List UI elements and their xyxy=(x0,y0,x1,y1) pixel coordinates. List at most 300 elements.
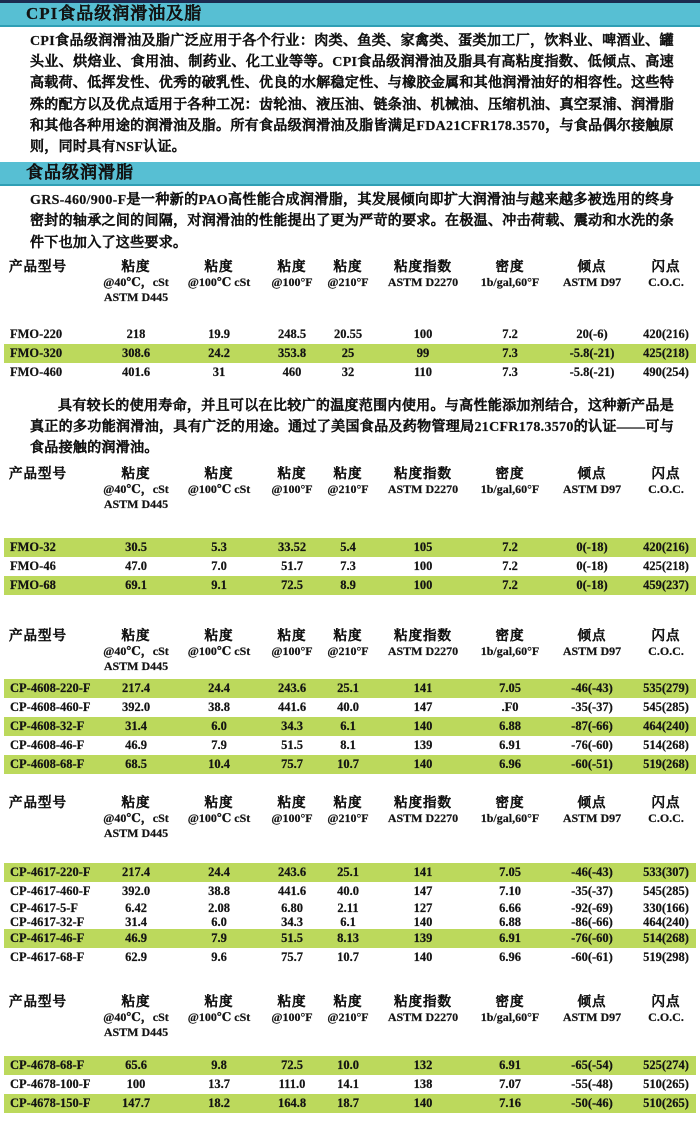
column-header-line: ASTM D2270 xyxy=(387,1010,459,1025)
column-header-line: @100°F xyxy=(271,644,313,659)
cell-viscosity-100c: 31 xyxy=(212,364,226,379)
cell-viscosity-index: 140 xyxy=(413,915,433,930)
column-header-8 xyxy=(636,794,696,841)
cell-flash-point: 510(265) xyxy=(636,1094,696,1113)
cell-density: 6.96 xyxy=(472,755,548,774)
column-header-line: C.O.C. xyxy=(648,811,684,826)
column-header-4 xyxy=(322,794,374,841)
column-header-line: ASTM D445 xyxy=(103,1025,169,1040)
column-header-line: 粘度 xyxy=(204,258,234,274)
cell-viscosity-40c: 62.9 xyxy=(125,950,147,965)
column-header-2 xyxy=(176,794,262,841)
cell-viscosity-100f: 164.8 xyxy=(262,1094,322,1113)
column-header-line: 闪点 xyxy=(651,795,681,811)
column-header-line: @210°F xyxy=(327,274,369,289)
cell-density: 7.3 xyxy=(502,364,518,379)
column-header-line: 粘度指数 xyxy=(394,466,452,482)
table-header-row xyxy=(4,258,696,305)
column-header-line: 粘度 xyxy=(277,466,307,482)
spec-table-slot-cp4678 xyxy=(0,993,700,1113)
cell-viscosity-100f: 33.52 xyxy=(262,538,322,557)
cell-pour-point: 0(-18) xyxy=(548,538,636,557)
column-header-line: 1b/gal,60°F xyxy=(480,1010,540,1025)
cell-viscosity-40c: 68.5 xyxy=(96,755,176,774)
cell-density: 7.3 xyxy=(472,344,548,363)
cell-flash-point: 519(268) xyxy=(636,755,696,774)
cell-viscosity-100c: 9.1 xyxy=(176,576,262,595)
cell-viscosity-210f: 18.7 xyxy=(322,1094,374,1113)
cell-pour-point: -5.8(-21) xyxy=(569,364,615,379)
column-header-line: @100°F xyxy=(271,274,313,289)
cell-viscosity-100c: 2.08 xyxy=(208,901,230,916)
cell-flash-point: 525(274) xyxy=(636,1056,696,1075)
cell-viscosity-100f: 51.5 xyxy=(262,929,322,948)
column-header-2 xyxy=(176,627,262,674)
cell-viscosity-40c: 147.7 xyxy=(96,1094,176,1113)
column-header-line: 粘度 xyxy=(333,795,363,811)
column-header-line: 粘度 xyxy=(333,628,363,644)
table-row xyxy=(4,1056,696,1075)
cell-viscosity-100f: 75.7 xyxy=(262,755,322,774)
cell-viscosity-100c: 18.2 xyxy=(176,1094,262,1113)
cell-viscosity-40c: 401.6 xyxy=(121,364,151,379)
cell-viscosity-100f: 51.7 xyxy=(281,559,303,574)
cell-flash-point: 533(307) xyxy=(636,863,696,882)
cell-viscosity-index: 141 xyxy=(374,679,472,698)
cell-density: .F0 xyxy=(501,700,519,715)
column-header-7 xyxy=(548,627,636,674)
cell-density: 6.88 xyxy=(499,915,521,930)
table-row xyxy=(4,736,696,755)
column-header-line: 粘度 xyxy=(333,994,363,1010)
column-header-2 xyxy=(176,258,262,305)
column-header-line: 闪点 xyxy=(651,994,681,1010)
product-model: CP-4608-220-F xyxy=(4,679,96,698)
column-header-8 xyxy=(636,465,696,512)
table-row xyxy=(4,698,696,717)
cell-viscosity-210f: 32 xyxy=(341,364,355,379)
spec-table-0 xyxy=(4,258,696,382)
column-header-line: @100°F xyxy=(271,482,313,497)
column-header-line: ASTM D2270 xyxy=(387,482,459,497)
column-header-line: 闪点 xyxy=(651,466,681,482)
cell-pour-point: -50(-46) xyxy=(548,1094,636,1113)
cell-viscosity-100c: 9.6 xyxy=(211,950,227,965)
column-header-line: ASTM D445 xyxy=(103,289,169,304)
cell-flash-point: 425(218) xyxy=(643,559,689,574)
table-row xyxy=(4,344,696,363)
column-header-5 xyxy=(374,993,472,1040)
cell-density: 7.10 xyxy=(499,884,521,899)
spec-table-slot-fmo-heavy xyxy=(0,258,700,382)
cell-viscosity-100c: 6.0 xyxy=(176,717,262,736)
column-header-line: 产品型号 xyxy=(9,994,67,1010)
column-header-line: 粘度 xyxy=(121,628,151,644)
cell-viscosity-100f: 460 xyxy=(282,364,302,379)
cell-viscosity-100f: 441.6 xyxy=(277,700,307,715)
cell-viscosity-210f: 10.7 xyxy=(337,950,359,965)
cell-viscosity-100f: 75.7 xyxy=(281,950,303,965)
cell-viscosity-210f: 10.7 xyxy=(322,755,374,774)
cell-pour-point: -87(-66) xyxy=(548,717,636,736)
column-header-5 xyxy=(374,465,472,512)
column-header-3 xyxy=(262,258,322,305)
column-header-8 xyxy=(636,258,696,305)
cell-viscosity-100f: 34.3 xyxy=(281,915,303,930)
cell-viscosity-40c: 47.0 xyxy=(125,559,147,574)
column-header-7 xyxy=(548,794,636,841)
column-header-line: @40℃，cSt xyxy=(103,811,169,826)
cell-pour-point: -86(-66) xyxy=(571,915,613,930)
column-header-2 xyxy=(176,993,262,1040)
cell-density: 6.91 xyxy=(499,738,521,753)
cell-viscosity-40c: 65.6 xyxy=(96,1056,176,1075)
spec-table-1 xyxy=(4,465,696,595)
table-row xyxy=(4,557,696,576)
cell-viscosity-100f: 72.5 xyxy=(262,1056,322,1075)
cell-viscosity-index: 139 xyxy=(374,929,472,948)
cell-viscosity-100c: 9.8 xyxy=(176,1056,262,1075)
product-model: FMO-460 xyxy=(10,364,63,379)
product-model: CP-4678-68-F xyxy=(4,1056,96,1075)
table-row xyxy=(4,538,696,557)
product-model: CP-4617-5-F xyxy=(10,901,79,916)
cell-viscosity-40c: 218 xyxy=(126,326,146,341)
cell-pour-point: -65(-54) xyxy=(548,1056,636,1075)
column-header-line: 粘度 xyxy=(277,994,307,1010)
spec-table-slot-fmo-light xyxy=(0,465,700,595)
cell-density: 6.88 xyxy=(472,717,548,736)
cell-flash-point: 420(216) xyxy=(636,538,696,557)
product-model: CP-4678-100-F xyxy=(10,1077,91,1092)
product-model: FMO-46 xyxy=(10,559,56,574)
column-header-line: 粘度 xyxy=(277,795,307,811)
spec-table-4 xyxy=(4,993,696,1113)
cell-viscosity-210f: 14.1 xyxy=(337,1077,359,1092)
column-header-6 xyxy=(472,465,548,512)
column-header-line: 粘度 xyxy=(121,258,151,274)
column-header-0 xyxy=(4,794,96,841)
cell-viscosity-index: 105 xyxy=(374,538,472,557)
cell-viscosity-210f: 25.1 xyxy=(322,679,374,698)
cell-flash-point: 535(279) xyxy=(636,679,696,698)
cell-flash-point: 514(268) xyxy=(636,929,696,948)
cell-viscosity-index: 140 xyxy=(413,950,433,965)
cell-viscosity-index: 147 xyxy=(413,884,433,899)
cell-flash-point: 464(240) xyxy=(643,915,689,930)
cell-flash-point: 510(265) xyxy=(643,1077,689,1092)
cell-viscosity-100c: 24.2 xyxy=(176,344,262,363)
column-header-5 xyxy=(374,794,472,841)
column-header-line: 粘度 xyxy=(121,795,151,811)
section2-title: 食品级润滑脂 xyxy=(26,163,134,183)
column-header-line: 密度 xyxy=(495,994,525,1010)
cell-density: 7.2 xyxy=(502,559,518,574)
cell-viscosity-210f: 8.1 xyxy=(340,738,356,753)
cell-viscosity-index: 132 xyxy=(374,1056,472,1075)
multipurpose-oil-paragraph: 具有较长的使用寿命，并且可以在比较广的温度范围内使用。与高性能添加剂结合，这种新产品是真正的多功能润滑油，具有广泛的用途。通过了美国食品及药物管理局21CFR178.3570的认证——可与食品接触的润滑油。 xyxy=(30,398,674,457)
column-header-line: 密度 xyxy=(495,466,525,482)
cell-viscosity-210f: 2.11 xyxy=(337,901,359,916)
cell-viscosity-index: 100 xyxy=(374,576,472,595)
column-header-line: 密度 xyxy=(495,795,525,811)
column-header-line: ASTM D97 xyxy=(562,274,622,289)
column-header-6 xyxy=(472,258,548,305)
cell-pour-point: -35(-37) xyxy=(571,700,613,715)
cell-density: 7.16 xyxy=(472,1094,548,1113)
cell-viscosity-index: 100 xyxy=(413,326,433,341)
cell-viscosity-210f: 25.1 xyxy=(322,863,374,882)
cell-viscosity-100c: 7.0 xyxy=(211,559,227,574)
cell-viscosity-210f: 6.1 xyxy=(322,717,374,736)
column-header-line: ASTM D2270 xyxy=(387,644,459,659)
column-header-line: 1b/gal,60°F xyxy=(480,482,540,497)
cell-viscosity-40c: 31.4 xyxy=(96,717,176,736)
cell-viscosity-index: 141 xyxy=(374,863,472,882)
column-header-6 xyxy=(472,794,548,841)
header-spacer xyxy=(4,1040,696,1056)
cell-pour-point: -55(-48) xyxy=(571,1077,613,1092)
table-row xyxy=(4,948,696,967)
table-row xyxy=(4,325,696,344)
column-header-8 xyxy=(636,627,696,674)
column-header-line: 产品型号 xyxy=(9,466,67,482)
spec-table-3 xyxy=(4,794,696,967)
table-row xyxy=(4,929,696,948)
cell-viscosity-40c: 30.5 xyxy=(96,538,176,557)
cell-viscosity-index: 140 xyxy=(374,717,472,736)
column-header-line: C.O.C. xyxy=(648,482,684,497)
cell-viscosity-index: 140 xyxy=(374,1094,472,1113)
cell-viscosity-100f: 353.8 xyxy=(262,344,322,363)
table-row xyxy=(4,882,696,901)
column-header-line: 粘度 xyxy=(204,994,234,1010)
column-header-line: 倾点 xyxy=(577,795,607,811)
column-header-line: 粘度 xyxy=(204,466,234,482)
cell-viscosity-100f: 51.5 xyxy=(281,738,303,753)
table-row xyxy=(4,576,696,595)
cell-pour-point: -60(-51) xyxy=(548,755,636,774)
cell-viscosity-100c: 19.9 xyxy=(208,326,230,341)
column-header-line: @100°F xyxy=(271,1010,313,1025)
cell-density: 7.2 xyxy=(472,538,548,557)
cell-density: 6.96 xyxy=(499,950,521,965)
cell-viscosity-index: 127 xyxy=(413,901,433,916)
column-header-3 xyxy=(262,465,322,512)
column-header-line: ASTM D97 xyxy=(562,644,622,659)
column-header-1 xyxy=(96,465,176,512)
product-model: FMO-320 xyxy=(4,344,96,363)
column-header-0 xyxy=(4,258,96,305)
product-model: CP-4617-460-F xyxy=(10,884,91,899)
cell-flash-point: 425(218) xyxy=(636,344,696,363)
column-header-7 xyxy=(548,465,636,512)
cell-flash-point: 514(268) xyxy=(643,738,689,753)
cell-flash-point: 464(240) xyxy=(636,717,696,736)
cell-viscosity-100f: 72.5 xyxy=(262,576,322,595)
table-row xyxy=(4,863,696,882)
cell-flash-point: 545(285) xyxy=(643,884,689,899)
column-header-line: 粘度 xyxy=(333,258,363,274)
column-header-3 xyxy=(262,993,322,1040)
column-header-line: 倾点 xyxy=(577,994,607,1010)
cell-viscosity-210f: 8.9 xyxy=(322,576,374,595)
column-header-line: C.O.C. xyxy=(648,1010,684,1025)
column-header-line: @40℃，cSt xyxy=(103,482,169,497)
cell-viscosity-100f: 243.6 xyxy=(262,863,322,882)
table-header-row xyxy=(4,993,696,1040)
column-header-3 xyxy=(262,627,322,674)
column-header-line: C.O.C. xyxy=(648,644,684,659)
column-header-1 xyxy=(96,794,176,841)
cell-viscosity-40c: 100 xyxy=(126,1077,146,1092)
column-header-line: 闪点 xyxy=(651,258,681,274)
column-header-0 xyxy=(4,993,96,1040)
column-header-line: 倾点 xyxy=(577,258,607,274)
column-header-line: @210°F xyxy=(327,811,369,826)
column-header-6 xyxy=(472,627,548,674)
cell-viscosity-210f: 40.0 xyxy=(337,700,359,715)
column-header-line: 粘度指数 xyxy=(394,994,452,1010)
spec-table-slot-cp4608 xyxy=(0,627,700,774)
column-header-line: @210°F xyxy=(327,644,369,659)
product-model: CP-4617-68-F xyxy=(10,950,85,965)
column-header-line: @40℃，cSt xyxy=(103,274,169,289)
cell-viscosity-210f: 20.55 xyxy=(333,326,363,341)
column-header-0 xyxy=(4,465,96,512)
spec-table-2 xyxy=(4,627,696,774)
column-header-0 xyxy=(4,627,96,674)
cell-viscosity-210f: 7.3 xyxy=(340,559,356,574)
cell-viscosity-210f: 5.4 xyxy=(322,538,374,557)
cell-viscosity-100f: 441.6 xyxy=(277,884,307,899)
column-header-line: 1b/gal,60°F xyxy=(480,811,540,826)
table-row xyxy=(4,901,696,915)
product-model: CP-4678-150-F xyxy=(4,1094,96,1113)
column-header-3 xyxy=(262,794,322,841)
cell-viscosity-210f: 8.13 xyxy=(322,929,374,948)
cell-pour-point: -46(-43) xyxy=(548,863,636,882)
section1-header-bar xyxy=(0,0,700,27)
column-header-line: 粘度 xyxy=(121,466,151,482)
cell-viscosity-40c: 392.0 xyxy=(121,700,151,715)
table-row xyxy=(4,915,696,929)
column-header-4 xyxy=(322,993,374,1040)
column-header-line: 1b/gal,60°F xyxy=(480,644,540,659)
cell-density: 7.07 xyxy=(499,1077,521,1092)
cell-flash-point: 420(216) xyxy=(643,326,689,341)
product-model: CP-4617-220-F xyxy=(4,863,96,882)
column-header-line: @40℃，cSt xyxy=(103,1010,169,1025)
column-header-line: @210°F xyxy=(327,482,369,497)
cell-viscosity-40c: 46.9 xyxy=(125,738,147,753)
column-header-line: @100℃ cSt xyxy=(187,274,251,289)
cell-viscosity-100f: 111.0 xyxy=(278,1077,306,1092)
table-header-row xyxy=(4,627,696,674)
cell-viscosity-210f: 10.0 xyxy=(322,1056,374,1075)
cell-density: 6.66 xyxy=(499,901,521,916)
cell-viscosity-index: 139 xyxy=(413,738,433,753)
column-header-line: ASTM D2270 xyxy=(387,274,459,289)
cell-viscosity-100c: 38.8 xyxy=(208,884,230,899)
column-header-line: @40℃，cSt xyxy=(103,644,169,659)
column-header-5 xyxy=(374,627,472,674)
cell-viscosity-index: 138 xyxy=(413,1077,433,1092)
column-header-line: 粘度指数 xyxy=(394,795,452,811)
column-header-line: 粘度 xyxy=(204,795,234,811)
cell-pour-point: -76(-60) xyxy=(571,738,613,753)
cell-viscosity-100f: 243.6 xyxy=(262,679,322,698)
column-header-line: 产品型号 xyxy=(9,258,67,274)
cell-viscosity-210f: 6.1 xyxy=(340,915,356,930)
section2-paragraph: GRS-460/900-F是一种新的PAO高性能合成润滑脂，其发展倾向即扩大润滑油与越来越多被选用的终身密封的轴承之间的间隔，对润滑油的性能提出了更为严苛的要求。在极温、冲击荷载、震动和水洗的条件下也加入了这些要求。 xyxy=(30,193,674,251)
column-header-4 xyxy=(322,465,374,512)
column-header-line: 闪点 xyxy=(651,628,681,644)
cell-pour-point: 20(-6) xyxy=(576,326,608,341)
column-header-line: C.O.C. xyxy=(648,274,684,289)
column-header-line: 密度 xyxy=(495,258,525,274)
cell-pour-point: -5.8(-21) xyxy=(548,344,636,363)
cell-viscosity-index: 110 xyxy=(413,364,433,379)
product-model: CP-4608-32-F xyxy=(4,717,96,736)
cell-pour-point: -76(-60) xyxy=(548,929,636,948)
column-header-line: ASTM D2270 xyxy=(387,811,459,826)
cell-pour-point: 0(-18) xyxy=(576,559,608,574)
column-header-line: 产品型号 xyxy=(9,795,67,811)
product-model: CP-4608-46-F xyxy=(10,738,85,753)
section1-paragraph: CPI食品级润滑油及脂广泛应用于各个行业：肉类、鱼类、家禽类、蛋类加工厂，饮料业、啤酒业、罐头业、烘焙业、食用油、制药业、化工业等等。CPI食品级润滑油及脂具有高粘度指数、低倾点、高速高载荷、低挥发性、优秀的破乳性、优良的水解稳定性、与橡胶金属和其他润滑油好的相容性。这些特殊的配方以及优点适用于各种工况：齿轮油、液压油、链条油、机械油、压缩机油、真空泵浦、润滑脂和其他各种用途的润滑油及脂。所有食品级润滑油及脂皆满足FDA21CFR178.3570，与食品偶尔接触原则，同时具有NSF认证。 xyxy=(30,34,674,156)
column-header-line: 1b/gal,60°F xyxy=(480,274,540,289)
product-model: CP-4608-68-F xyxy=(4,755,96,774)
column-header-8 xyxy=(636,993,696,1040)
column-header-line: 粘度 xyxy=(121,994,151,1010)
cell-density: 7.05 xyxy=(472,679,548,698)
cell-viscosity-100c: 24.4 xyxy=(176,863,262,882)
table-header-row xyxy=(4,465,696,512)
cell-viscosity-40c: 392.0 xyxy=(121,884,151,899)
column-header-4 xyxy=(322,627,374,674)
header-spacer xyxy=(4,512,696,538)
cell-viscosity-100c: 7.9 xyxy=(176,929,262,948)
product-model: FMO-68 xyxy=(4,576,96,595)
column-header-line: 倾点 xyxy=(577,628,607,644)
cell-viscosity-100c: 5.3 xyxy=(176,538,262,557)
column-header-line: @210°F xyxy=(327,1010,369,1025)
column-header-line: 产品型号 xyxy=(9,628,67,644)
column-header-line: 密度 xyxy=(495,628,525,644)
table-row xyxy=(4,1075,696,1094)
cell-viscosity-40c: 31.4 xyxy=(125,915,147,930)
cell-viscosity-index: 140 xyxy=(374,755,472,774)
cell-viscosity-100f: 6.80 xyxy=(281,901,303,916)
cell-viscosity-100c: 10.4 xyxy=(176,755,262,774)
cell-flash-point: 519(298) xyxy=(643,950,689,965)
cell-viscosity-100c: 7.9 xyxy=(211,738,227,753)
column-header-2 xyxy=(176,465,262,512)
cell-flash-point: 490(254) xyxy=(643,364,689,379)
table-row xyxy=(4,755,696,774)
column-header-1 xyxy=(96,627,176,674)
column-header-line: ASTM D445 xyxy=(103,659,169,674)
cell-density: 6.91 xyxy=(472,1056,548,1075)
table-row xyxy=(4,679,696,698)
cell-viscosity-100c: 13.7 xyxy=(208,1077,230,1092)
column-header-line: ASTM D97 xyxy=(562,482,622,497)
column-header-4 xyxy=(322,258,374,305)
column-header-line: @100°F xyxy=(271,811,313,826)
section1-title: CPI食品级润滑油及脂 xyxy=(26,4,203,23)
cell-pour-point: -92(-69) xyxy=(571,901,613,916)
